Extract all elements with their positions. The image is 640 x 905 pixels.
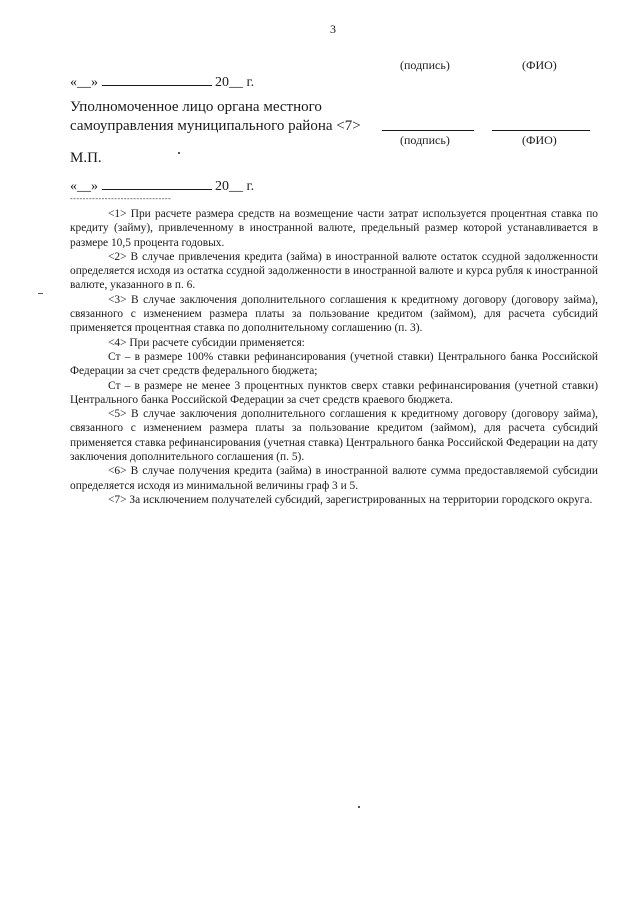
scan-speck xyxy=(358,806,360,808)
date-year-2: 20__ xyxy=(215,179,243,194)
official-line-2: самоуправления муниципального района <7> xyxy=(70,118,361,134)
signature-blank-line xyxy=(382,130,474,131)
footnote-2: <2> В случае привлечения кредита (займа) в иностранной валюте остаток ссудной задолженности определяется исходя из остатка ссудной задолженности в иностранной валюте и курса рубля к иностранной валюте, указанного в п. 6. xyxy=(70,250,598,292)
footnote-4-item-1: Ст – в размере 100% ставки рефинансирования (учетной ставки) Центрального банка Российской Федерации за счет средств федерального бюджета; xyxy=(70,350,598,378)
date-open-1: «__» xyxy=(70,75,98,90)
footnote-5: <5> В случае заключения дополнительного соглашения к кредитному договору (договору займа), связанного с изменением размера платы за пользование кредитом (займом), для расчета субсидий применяется ставка рефинансирования (учетная ставка) Центрального банка Российской Федерации на дату заключения дополнительного соглашения (п. 5). xyxy=(70,408,598,464)
official-title xyxy=(70,98,361,136)
date-suffix-1: г. xyxy=(246,75,255,90)
date-open-2: «__» xyxy=(70,179,98,194)
page-number: 3 xyxy=(330,22,336,36)
footnotes xyxy=(70,207,598,507)
name-blank-line xyxy=(492,130,590,131)
footnote-separator: -------------------------------- xyxy=(70,194,172,203)
footnote-7: <7> За исключением получателей субсидий, зарегистрированных на территории городского округа. xyxy=(108,493,593,506)
footnote-6: <6> В случае получения кредита (займа) в иностранной валюте сумма предоставляемой субсидии определяется исходя из минимальной величины граф 3 и 5. xyxy=(70,465,598,492)
date-month-blank-2 xyxy=(102,177,212,190)
stamp-label: М.П. xyxy=(70,150,102,166)
signature-label-1: (подпись) xyxy=(400,58,450,72)
date-year-1: 20__ xyxy=(215,75,243,90)
signature-label-2: (подпись) xyxy=(400,133,450,147)
date-line-2 xyxy=(70,177,254,195)
name-label-2: (ФИО) xyxy=(522,133,557,147)
official-line-1: Уполномоченное лицо органа местного xyxy=(70,99,322,115)
date-suffix-2: г. xyxy=(246,179,255,194)
scan-speck xyxy=(38,293,43,294)
name-label-1: (ФИО) xyxy=(522,58,557,72)
footnote-1: <1> При расчете размера средств на возмещение части затрат используется процентная ставка по кредиту (займу), привлеченному в иностранной валюте, предельный размер которой устанавливается в размере 10,5 процента годовых. xyxy=(70,208,598,249)
date-line-1 xyxy=(70,73,254,91)
footnote-4: <4> При расчете субсидии применяется: xyxy=(108,336,305,349)
footnote-4-item-2: Ст – в размере не менее 3 процентных пунктов сверх ставки рефинансирования (учетной ставки) Центрального банка Российской Федерации за счет средств краевого бюджета. xyxy=(70,379,598,406)
date-month-blank-1 xyxy=(102,73,212,86)
scan-speck xyxy=(178,152,180,154)
footnote-3: <3> В случае заключения дополнительного соглашения к кредитному договору (договору займа), связанного с изменением размера платы за пользование кредитом (займом), для расчета субсидий применяется процентная ставка по дополнительному соглашению (п. 3). xyxy=(70,293,598,335)
